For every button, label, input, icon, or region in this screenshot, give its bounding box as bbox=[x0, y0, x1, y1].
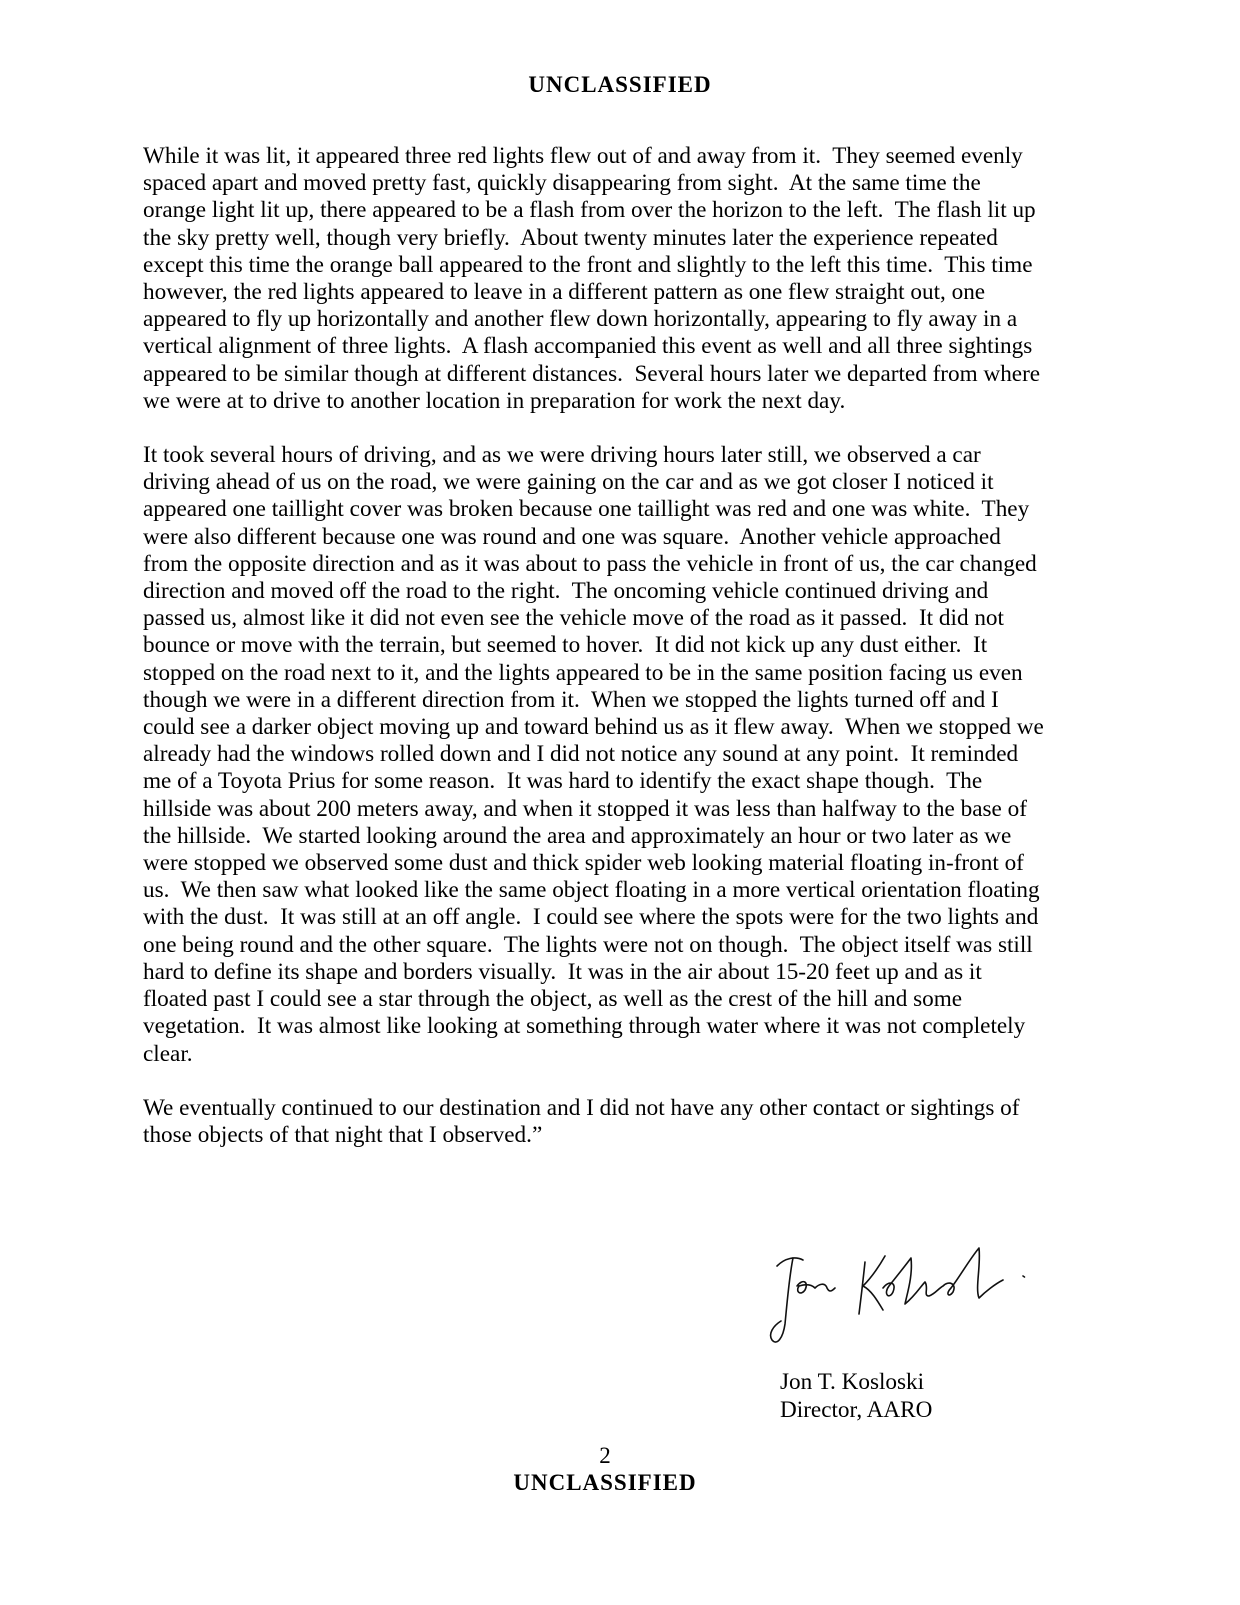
text-line: It took several hours of driving, and as we were driving hours later still, we observed a car bbox=[143, 442, 981, 469]
footer-classification-marking: UNCLASSIFIED bbox=[513, 1470, 697, 1495]
text-line: While it was lit, it appeared three red lights flew out of and away from it. They seemed evenly bbox=[143, 143, 1023, 169]
handwritten-signature bbox=[765, 1226, 1055, 1356]
page-number: 2 bbox=[599, 1443, 611, 1468]
text-line: already had the windows rolled down and I did not notice any sound at any point. It reminded bbox=[143, 741, 1019, 768]
text-line: clear. bbox=[143, 1040, 193, 1067]
signature-block bbox=[780, 1368, 932, 1424]
signer-name: Jon T. Kosloski bbox=[780, 1369, 925, 1395]
text-line: bounce or move with the terrain, but seemed to hover. It did not kick up any dust either. It bbox=[143, 632, 988, 659]
text-line: orange light lit up, there appeared to be a flash from over the horizon to the left. The flash lit up bbox=[143, 197, 1036, 224]
paragraph-2 bbox=[143, 442, 1083, 1068]
text-line: one being round and the other square. The lights were not on though. The object itself was still bbox=[143, 931, 1033, 958]
text-line: those objects of that night that I observed.” bbox=[143, 1121, 543, 1148]
text-line: hillside was about 200 meters away, and when it stopped it was less than halfway to the base of bbox=[143, 795, 1027, 822]
paragraph-3 bbox=[143, 1095, 1083, 1149]
text-line: floated past I could see a star through the object, as well as the crest of the hill and some bbox=[143, 986, 963, 1013]
text-line: vertical alignment of three lights. A flash accompanied this event as well and all three sightings bbox=[143, 333, 1033, 360]
letter-body bbox=[143, 143, 1083, 1176]
text-line: appeared one taillight cover was broken because one taillight was red and one was white. They bbox=[143, 496, 1030, 523]
text-line: the hillside. We started looking around the area and approximately an hour or two later as we bbox=[143, 822, 1012, 849]
text-line: direction and moved off the road to the right. The oncoming vehicle continued driving and bbox=[143, 578, 989, 605]
text-line: except this time the orange ball appeared to the front and slightly to the left this time. This time bbox=[143, 251, 1033, 278]
text-line: were stopped we observed some dust and thick spider web looking material floating in-front of bbox=[143, 850, 1024, 877]
text-line: appeared to fly up horizontally and another flew down horizontally, appearing to fly away in a bbox=[143, 306, 1018, 333]
text-line: could see a darker object moving up and toward behind us as it flew away. When we stopped we bbox=[143, 714, 1044, 741]
signer-title: Director, AARO bbox=[780, 1397, 933, 1423]
text-line: were also different because one was round and one was square. Another vehicle approached bbox=[143, 523, 1001, 550]
text-line: hard to define its shape and borders visually. It was in the air about 15-20 feet up and as it bbox=[143, 958, 982, 985]
text-line: the sky pretty well, though very briefly. About twenty minutes later the experience repeated bbox=[143, 224, 998, 251]
text-line: appeared to be similar though at different distances. Several hours later we departed from where bbox=[143, 360, 1041, 387]
text-line: driving ahead of us on the road, we were gaining on the car and as we got closer I noticed it bbox=[143, 469, 994, 496]
text-line: me of a Toyota Prius for some reason. It was hard to identify the exact shape though. The bbox=[143, 768, 983, 795]
text-line: from the opposite direction and as it was about to pass the vehicle in front of us, the car changed bbox=[143, 550, 1037, 577]
text-line: us. We then saw what looked like the same object floating in a more vertical orientation floating bbox=[143, 877, 1040, 904]
text-line: though we were in a different direction from it. When we stopped the lights turned off and I bbox=[143, 686, 999, 713]
header-classification-marking: UNCLASSIFIED bbox=[528, 72, 712, 97]
text-line: spaced apart and moved pretty fast, quickly disappearing from sight. At the same time the bbox=[143, 170, 981, 197]
paragraph-1 bbox=[143, 143, 1083, 415]
text-line: vegetation. It was almost like looking at something through water where it was not completely bbox=[143, 1013, 1026, 1040]
text-line: we were at to drive to another location in preparation for work the next day. bbox=[143, 387, 846, 414]
text-line: passed us, almost like it did not even see the vehicle move of the road as it passed. It did not bbox=[143, 605, 1004, 632]
text-line: We eventually continued to our destination and I did not have any other contact or sightings of bbox=[143, 1094, 1020, 1121]
text-line: however, the red lights appeared to leave in a different pattern as one flew straight out, one bbox=[143, 279, 986, 306]
text-line: with the dust. It was still at an off angle. I could see where the spots were for the two lights and bbox=[143, 904, 1039, 931]
text-line: stopped on the road next to it, and the lights appeared to be in the same position facing us even bbox=[143, 659, 1023, 686]
